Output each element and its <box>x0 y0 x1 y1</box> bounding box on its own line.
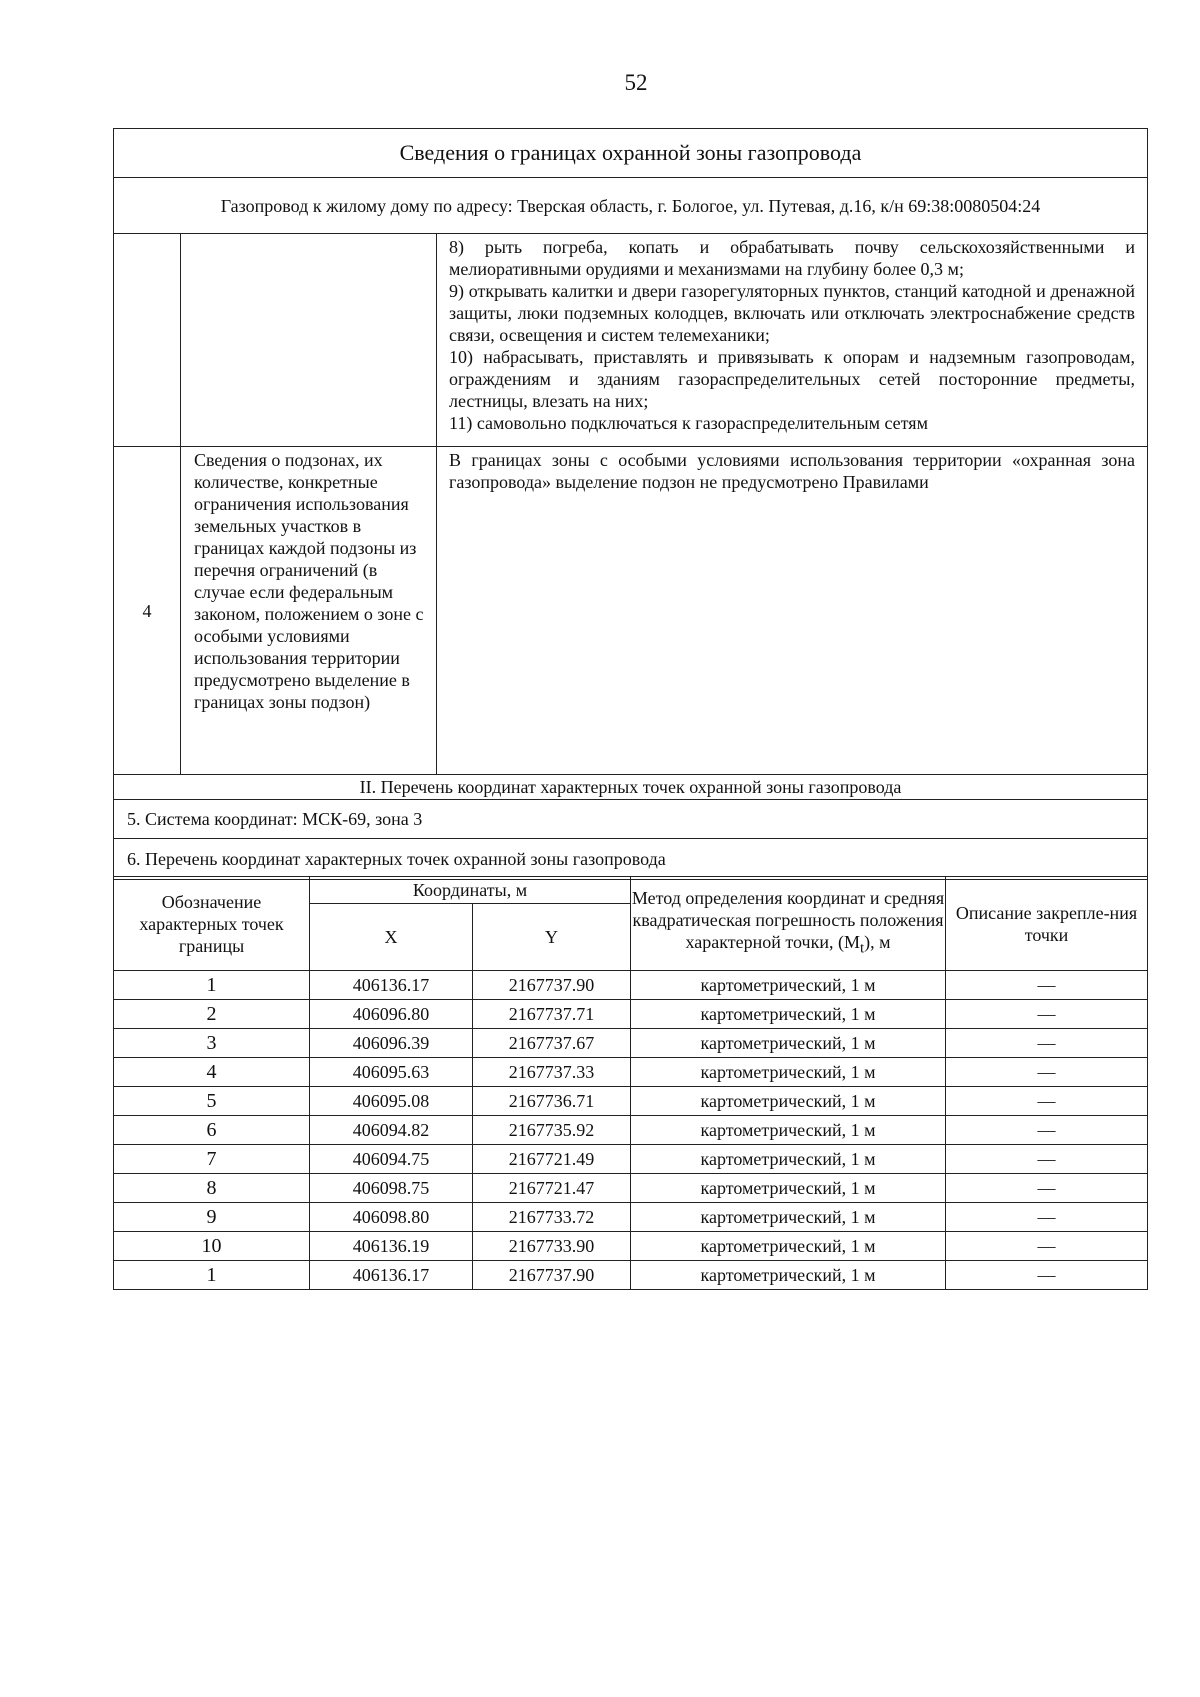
restriction-item: 10) набрасывать, приставлять и привязывать к опорам и надземным газопроводам, ограждениям и зданиям газораспределительных сетей посторонние предметы, лестницы, влезать на них; <box>449 347 1135 411</box>
method-value: картометрический, 1 м <box>631 1087 946 1116</box>
y-value: 2167737.67 <box>473 1029 631 1058</box>
x-value: 406098.80 <box>310 1203 473 1232</box>
table-row <box>114 1174 1148 1203</box>
table-row <box>114 1000 1148 1029</box>
method-value: картометрический, 1 м <box>631 1058 946 1087</box>
method-value: картометрический, 1 м <box>631 1029 946 1058</box>
point-number: 3 <box>114 1029 310 1058</box>
y-value: 2167737.33 <box>473 1058 631 1087</box>
subzones-label: Сведения о подзонах, их количестве, конкретные ограничения использования земельных участков в границах каждой подзоны из перечня ограничений (в случае если федеральным законом, положением о зоне с особыми условиями использования территории предусмотрено выделение в границах зоны подзон) <box>181 447 437 775</box>
table-row <box>114 1058 1148 1087</box>
col-header-coordinates: Координаты, м <box>310 877 631 904</box>
col-header-point: Обозначение характерных точек границы <box>114 877 310 971</box>
y-value: 2167737.90 <box>473 1261 631 1290</box>
point-number: 5 <box>114 1087 310 1116</box>
coordinate-system: 5. Система координат: МСК-69, зона 3 <box>114 800 1148 839</box>
y-value: 2167721.49 <box>473 1145 631 1174</box>
x-value: 406096.80 <box>310 1000 473 1029</box>
restriction-item: 8) рыть погреба, копать и обрабатывать почву сельскохозяйственными и мелиоративными орудиями и механизмами на глубину более 0,3 м; <box>449 237 1135 279</box>
description-value: — <box>946 1174 1148 1203</box>
table-row <box>114 1261 1148 1290</box>
y-value: 2167737.90 <box>473 971 631 1000</box>
section-title: II. Перечень координат характерных точек охранной зоны газопровода <box>114 775 1148 800</box>
table-row <box>114 1145 1148 1174</box>
coordinates-table <box>113 876 1148 1290</box>
zone-info-table <box>113 128 1148 880</box>
continuation-row <box>114 234 1148 447</box>
y-value: 2167733.72 <box>473 1203 631 1232</box>
coordinates-table-body <box>114 971 1148 1290</box>
subzones-text: В границах зоны с особыми условиями использования территории «охранная зона газопровода» выделение подзон не предусмотрено Правилами <box>437 447 1148 775</box>
x-value: 406136.19 <box>310 1232 473 1261</box>
description-value: — <box>946 1203 1148 1232</box>
table-row <box>114 1087 1148 1116</box>
point-number: 7 <box>114 1145 310 1174</box>
object-address: Газопровод к жилому дому по адресу: Тверская область, г. Бологое, ул. Путевая, д.16, к/н 69:38:0080504:24 <box>114 178 1148 234</box>
x-value: 406096.39 <box>310 1029 473 1058</box>
description-value: — <box>946 1145 1148 1174</box>
description-value: — <box>946 1116 1148 1145</box>
point-number: 4 <box>114 1058 310 1087</box>
method-value: картометрический, 1 м <box>631 1000 946 1029</box>
coordinates-list-title: 6. Перечень координат характерных точек охранной зоны газопровода <box>114 839 1148 880</box>
x-value: 406094.75 <box>310 1145 473 1174</box>
table-row <box>114 1116 1148 1145</box>
y-value: 2167733.90 <box>473 1232 631 1261</box>
y-value: 2167721.47 <box>473 1174 631 1203</box>
point-number: 1 <box>114 971 310 1000</box>
restriction-item: 9) открывать калитки и двери газорегуляторных пунктов, станций катодной и дренажной защиты, люки подземных колодцев, включать или отключать электроснабжение средств связи, освещения и систем телемеханики; <box>449 281 1135 345</box>
y-value: 2167735.92 <box>473 1116 631 1145</box>
method-value: картометрический, 1 м <box>631 1261 946 1290</box>
subzones-row <box>114 447 1148 775</box>
description-value: — <box>946 1000 1148 1029</box>
row-number: 4 <box>114 447 181 775</box>
row-label-empty <box>181 234 437 447</box>
point-number: 8 <box>114 1174 310 1203</box>
x-value: 406095.08 <box>310 1087 473 1116</box>
point-number: 9 <box>114 1203 310 1232</box>
document-title: Сведения о границах охранной зоны газопровода <box>114 129 1148 178</box>
description-value: — <box>946 1087 1148 1116</box>
method-value: картометрический, 1 м <box>631 971 946 1000</box>
x-value: 406136.17 <box>310 971 473 1000</box>
restrictions-continuation <box>437 234 1148 447</box>
x-value: 406094.82 <box>310 1116 473 1145</box>
table-row <box>114 1029 1148 1058</box>
point-number: 6 <box>114 1116 310 1145</box>
col-header-description: Описание закрепле-ния точки <box>946 877 1148 971</box>
point-number: 1 <box>114 1261 310 1290</box>
method-value: картометрический, 1 м <box>631 1174 946 1203</box>
x-value: 406095.63 <box>310 1058 473 1087</box>
row-number-empty <box>114 234 181 447</box>
table-row <box>114 1232 1148 1261</box>
method-value: картометрический, 1 м <box>631 1203 946 1232</box>
method-value: картометрический, 1 м <box>631 1116 946 1145</box>
y-value: 2167736.71 <box>473 1087 631 1116</box>
col-header-method <box>631 877 946 971</box>
page-number: 52 <box>624 70 648 95</box>
description-value: — <box>946 1261 1148 1290</box>
table-row <box>114 1203 1148 1232</box>
description-value: — <box>946 1058 1148 1087</box>
point-number: 2 <box>114 1000 310 1029</box>
method-value: картометрический, 1 м <box>631 1145 946 1174</box>
table-row <box>114 971 1148 1000</box>
description-value: — <box>946 1029 1148 1058</box>
y-value: 2167737.71 <box>473 1000 631 1029</box>
restriction-item: 11) самовольно подключаться к газораспределительным сетям <box>449 413 928 433</box>
description-value: — <box>946 971 1148 1000</box>
col-header-y: Y <box>473 904 631 971</box>
x-value: 406098.75 <box>310 1174 473 1203</box>
x-value: 406136.17 <box>310 1261 473 1290</box>
point-number: 10 <box>114 1232 310 1261</box>
description-value: — <box>946 1232 1148 1261</box>
method-header-text: Метод определения координат и средняя квадратическая погрешность положения характерной точки, $(M_t)$, м <box>631 888 945 957</box>
method-value: картометрический, 1 м <box>631 1232 946 1261</box>
col-header-x: X <box>310 904 473 971</box>
